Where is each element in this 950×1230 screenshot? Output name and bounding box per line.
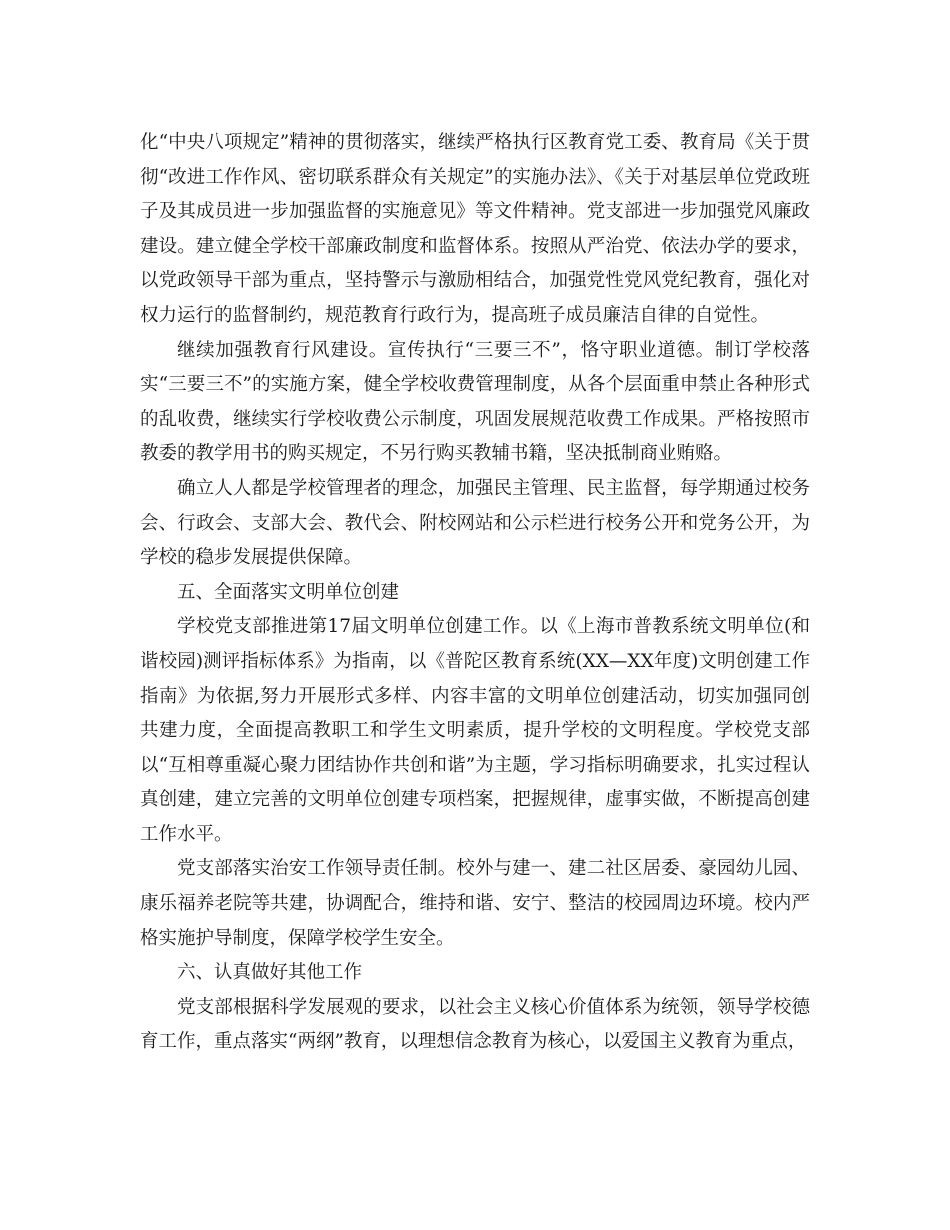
body-paragraph: 学校党支部推进第17届文明单位创建工作。以《上海市普教系统文明单位(和谐校园)测评指标体系》为指南，以《普陀区教育系统(XX—XX年度)文明创建工作指南》为依据,努力开展形式多样、内容丰富的文明单位创建活动，切实加强同创共建力度，全面提高教职工和学生文明素质，提升学校的文明程度。学校党支部以“互相尊重凝心聚力团结协作共创和谐”为主题，学习指标明确要求，扎实过程认真创建，建立完善的文明单位创建专项档案，把握规律，虚事实做，不断提高创建工作水平。 <box>140 616 810 845</box>
body-paragraph: 化“中央八项规定”精神的贯彻落实，继续严格执行区教育党工委、教育局《关于贯彻“改进工作作风、密切联系群众有关规定”的实施办法》、《关于对基层单位党政班子及其成员进一步加强监督的实施意见》等文件精神。党支部进一步加强党风廉政建设。建立健全学校干部廉政制度和监督体系。按照从严治党、依法办学的要求，以党政领导干部为重点，坚持警示与激励相结合，加强党性党风党纪教育，强化对权力运行的监督制约，规范教育行政行为，提高班子成员廉洁自律的自觉性。 <box>140 132 810 326</box>
body-paragraph: 党支部根据科学发展观的要求，以社会主义核心价值体系为统领，领导学校德育工作，重点落实“两纲”教育，以理想信念教育为核心，以爱国主义教育为重点， <box>140 996 810 1053</box>
body-paragraph: 党支部落实治安工作领导责任制。校外与建一、建二社区居委、豪园幼儿园、康乐福养老院等共建，协调配合，维持和谐、安宁、整洁的校园周边环境。校内严格实施护导制度，保障学校学生安全。 <box>140 858 810 949</box>
body-paragraph: 继续加强教育行风建设。宣传执行“三要三不”，恪守职业道德。制订学校落实“三要三不”的实施方案，健全学校收费管理制度，从各个层面重申禁止各种形式的乱收费，继续实行学校收费公示制度，巩固发展规范收费工作成果。严格按照市教委的教学用书的购买规定，不另行购买教辅书籍，坚决抵制商业贿赂。 <box>140 339 810 465</box>
document-body <box>140 126 810 1060</box>
section-heading: 五、全面落实文明单位创建 <box>177 581 400 603</box>
body-paragraph: 确立人人都是学校管理者的理念，加强民主管理、民主监督，每学期通过校务会、行政会、支部大会、教代会、附校网站和公示栏进行校务公开和党务公开，为学校的稳步发展提供保障。 <box>140 477 810 569</box>
section-heading: 六、认真做好其他工作 <box>177 962 363 984</box>
